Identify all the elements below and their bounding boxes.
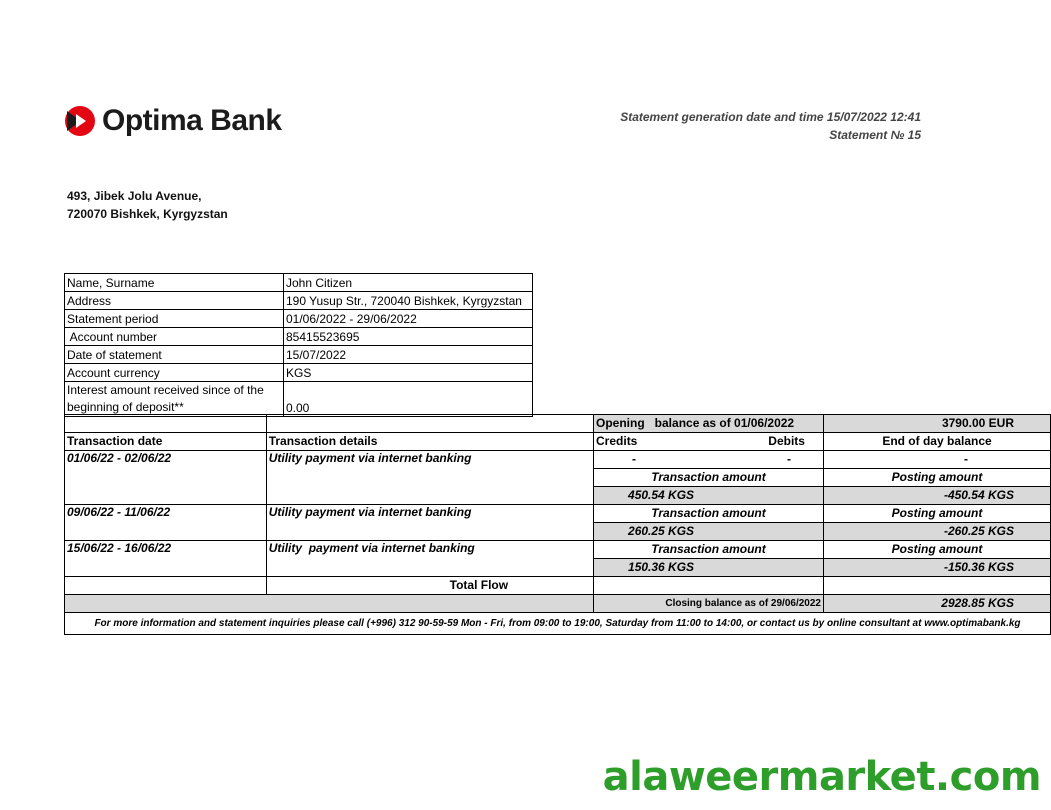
credit-dash: - (632, 452, 637, 466)
table-row (65, 451, 1051, 469)
bank-address-line1: 493, Jibek Jolu Avenue, (67, 189, 202, 203)
total-flow-label: Total Flow (266, 577, 593, 595)
transaction-date: 01/06/22 - 02/06/22 (65, 451, 267, 505)
transaction-amount-label: Transaction amount (594, 469, 824, 487)
info-value: 85415523695 (284, 328, 533, 346)
header-credits-debits (594, 433, 824, 451)
info-row (65, 274, 533, 292)
info-value: 15/07/2022 (284, 346, 533, 364)
debit-dash: - (786, 452, 791, 466)
posting-amount: -150.36 KGS (823, 559, 1050, 577)
posting-amount: -260.25 KGS (823, 523, 1050, 541)
info-value: 190 Yusup Str., 720040 Bishkek, Kyrgyzstan (284, 292, 533, 310)
opening-balance-label: Opening balance as of 01/06/2022 (594, 415, 824, 433)
posting-amount-label: Posting amount (823, 469, 1050, 487)
info-label: Statement period (65, 310, 284, 328)
bank-logo (64, 104, 282, 138)
info-label: Address (65, 292, 284, 310)
info-value: 0.00 (284, 382, 533, 417)
transaction-amount: 260.25 KGS (594, 523, 824, 541)
info-label: Account currency (65, 364, 284, 382)
footer-row (65, 613, 1051, 635)
transaction-details: Utility payment via internet banking (266, 451, 593, 505)
info-row (65, 310, 533, 328)
eod-dash: - (823, 451, 1050, 469)
info-value: John Citizen (284, 274, 533, 292)
table-row (65, 505, 1051, 523)
info-label: Account number (65, 328, 284, 346)
info-value: 01/06/2022 - 29/06/2022 (284, 310, 533, 328)
opening-row (65, 415, 1051, 433)
table-row (65, 541, 1051, 559)
transaction-date: 15/06/22 - 16/06/22 (65, 541, 267, 577)
closing-row (65, 595, 1051, 613)
transaction-details: Utility payment via internet banking (266, 505, 593, 541)
posting-amount-label: Posting amount (823, 541, 1050, 559)
watermark: alaweermarket.com (602, 754, 1041, 800)
posting-amount: -450.54 KGS (823, 487, 1050, 505)
posting-amount-label: Posting amount (823, 505, 1050, 523)
transaction-date: 09/06/22 - 11/06/22 (65, 505, 267, 541)
transactions-table (64, 414, 1051, 635)
footer-note: For more information and statement inquiries please call (+996) 312 90-59-59 Mon - Fri, from 09:00 to 19:00, Saturday from 11:00 to 14:00, or contact us by online consultant at www.optimabank.kg (65, 613, 1051, 635)
header-credits: Credits (596, 434, 638, 448)
info-row (65, 292, 533, 310)
info-row (65, 382, 533, 417)
header-row (65, 433, 1051, 451)
closing-balance-label: Closing balance as of 29/06/2022 (594, 595, 824, 613)
bank-address (67, 187, 228, 223)
header-debits: Debits (768, 434, 805, 448)
transaction-amount-label: Transaction amount (594, 541, 824, 559)
transaction-amount: 150.36 KGS (594, 559, 824, 577)
transaction-amount-label: Transaction amount (594, 505, 824, 523)
generation-datetime: Statement generation date and time 15/07/2022 12:41 (620, 110, 921, 124)
transaction-amount: 450.54 KGS (594, 487, 824, 505)
info-label: Interest amount received since of the beginning of deposit** (65, 382, 284, 417)
info-label: Name, Surname (65, 274, 284, 292)
closing-balance-amount: 2928.85 KGS (823, 595, 1050, 613)
optima-logo-icon (64, 105, 96, 137)
total-flow-row (65, 577, 1051, 595)
statement-meta (620, 108, 921, 144)
bank-name: Optima Bank (102, 104, 282, 137)
info-value: KGS (284, 364, 533, 382)
transaction-details: Utility payment via internet banking (266, 541, 593, 577)
info-row (65, 346, 533, 364)
customer-info-table (64, 273, 533, 417)
header-transaction-date: Transaction date (65, 433, 267, 451)
statement-number: Statement № 15 (829, 128, 921, 142)
opening-balance-amount: 3790.00 EUR (823, 415, 1050, 433)
info-row (65, 328, 533, 346)
info-label: Date of statement (65, 346, 284, 364)
header-end-of-day-balance: End of day balance (823, 433, 1050, 451)
bank-address-line2: 720070 Bishkek, Kyrgyzstan (67, 207, 228, 221)
header-transaction-details: Transaction details (266, 433, 593, 451)
info-row (65, 364, 533, 382)
